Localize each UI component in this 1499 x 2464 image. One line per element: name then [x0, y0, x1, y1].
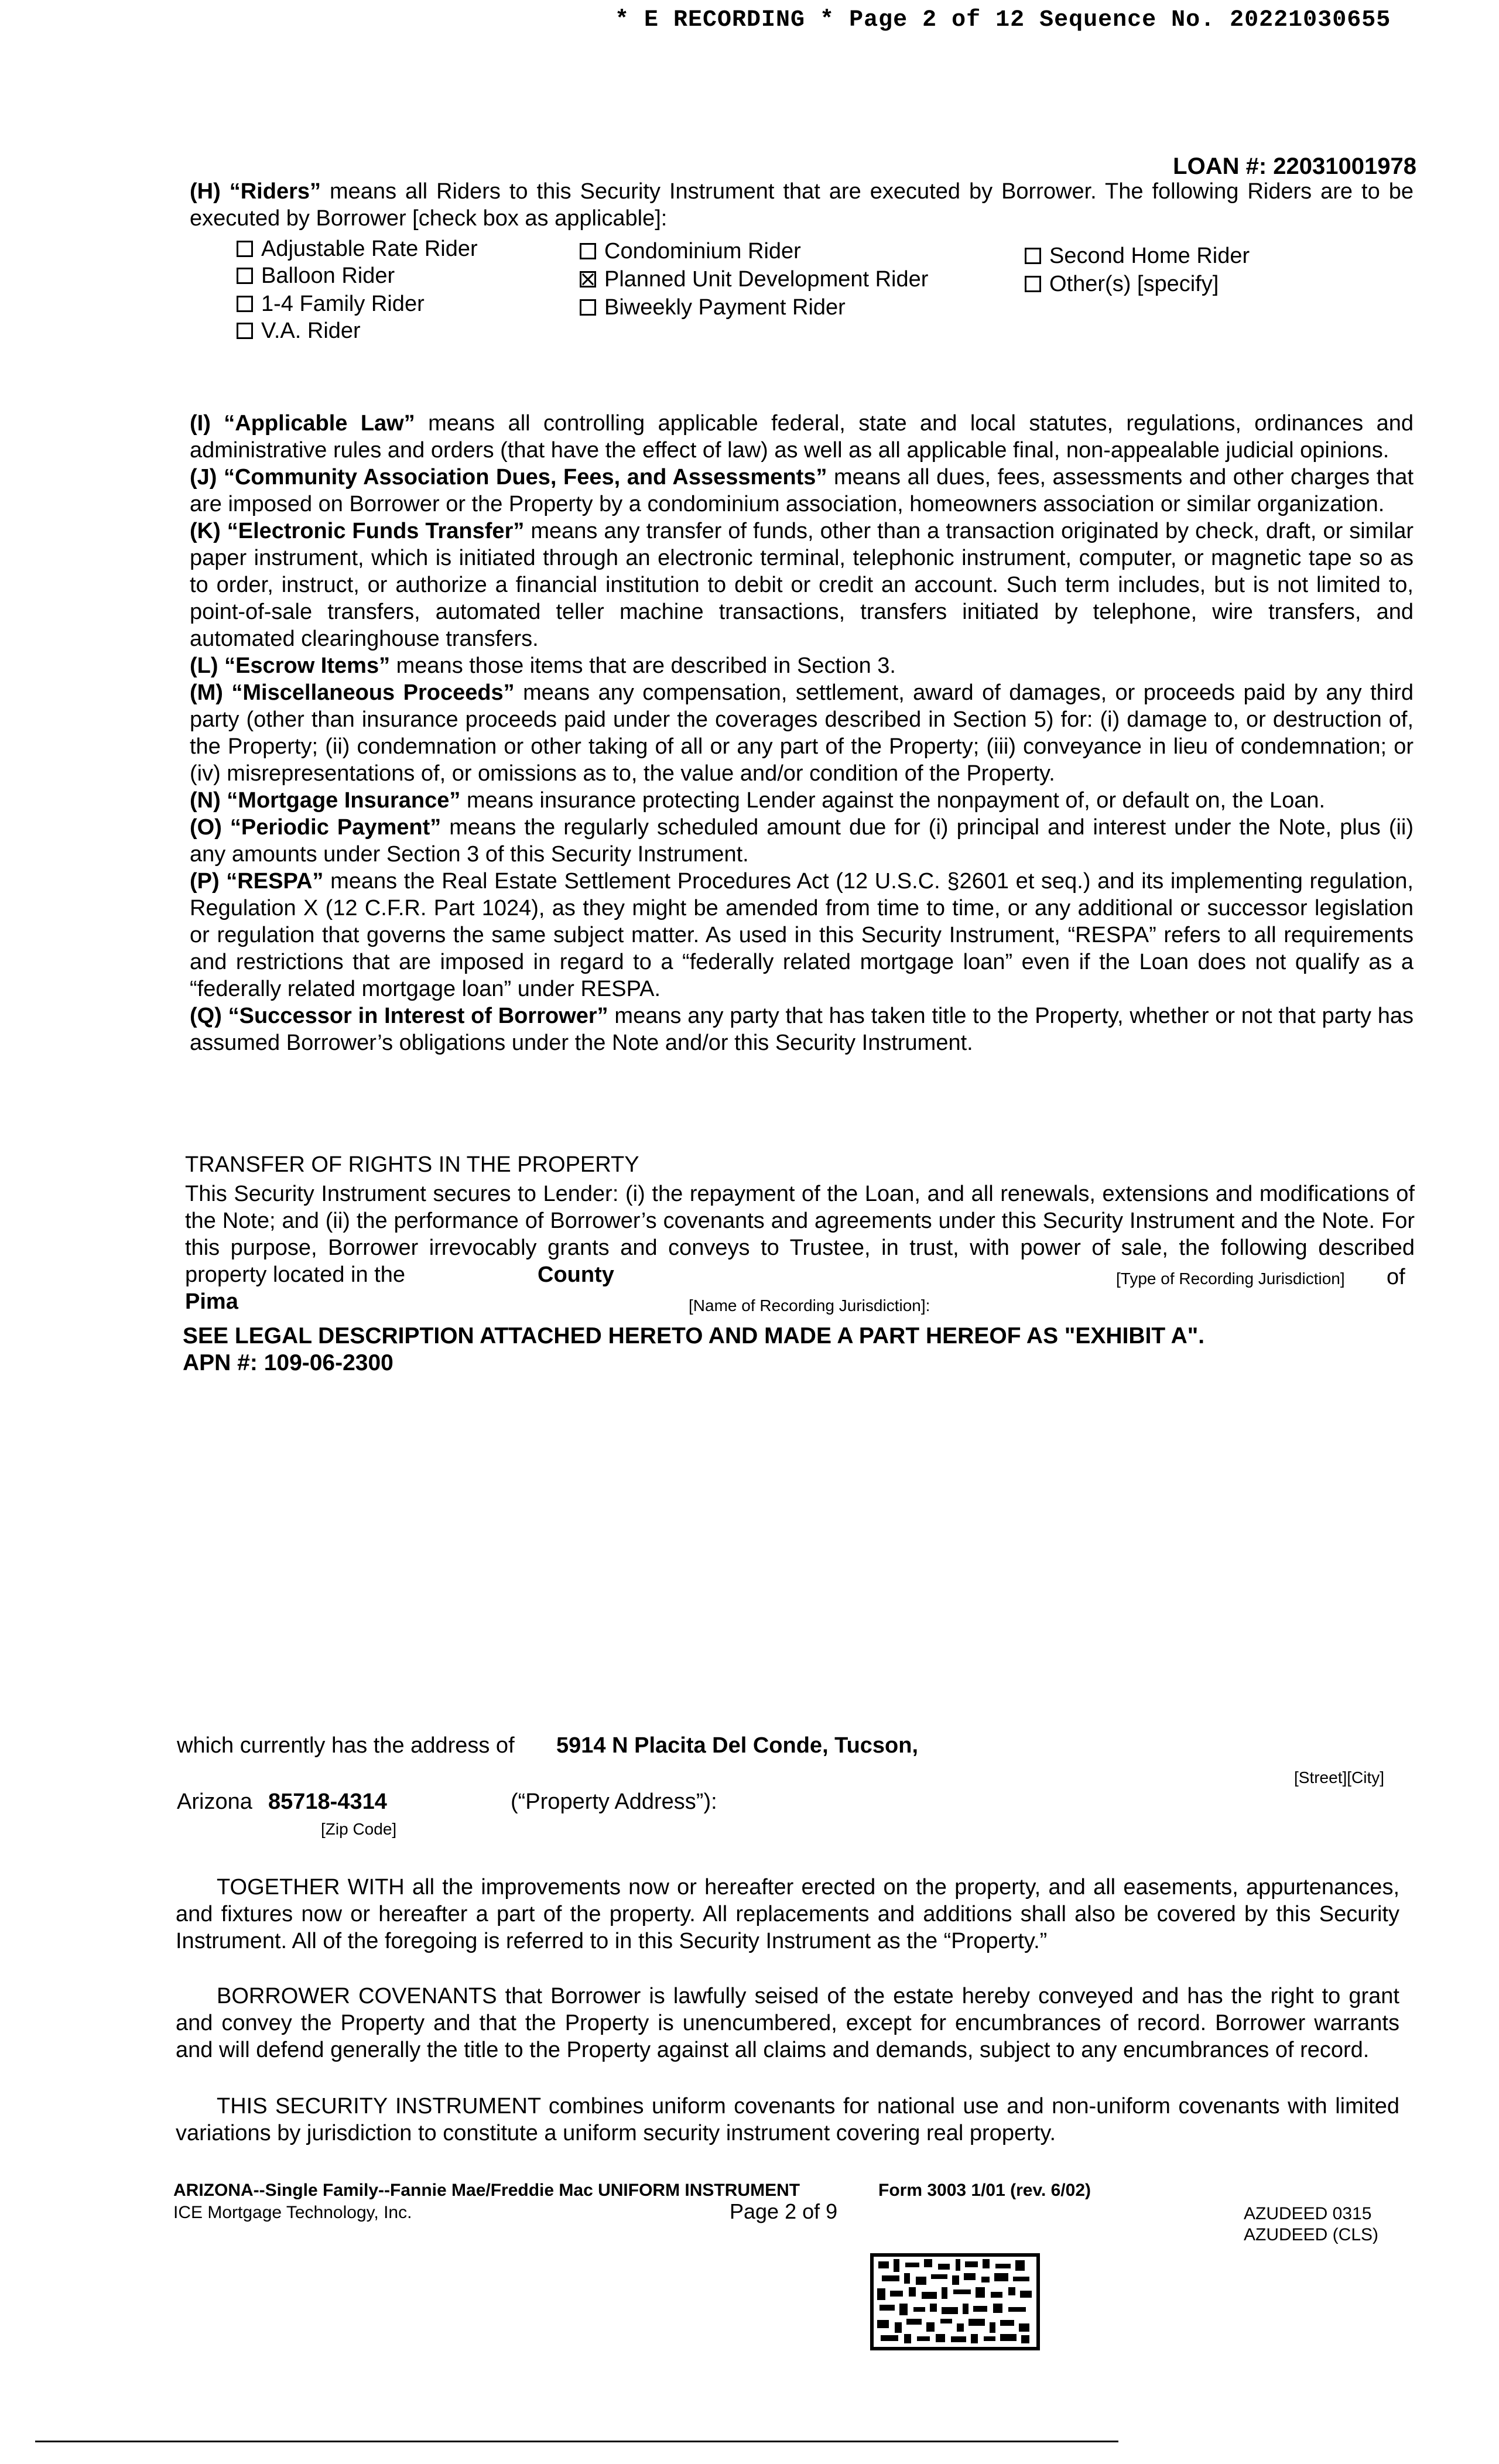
of-text: of — [1387, 1265, 1405, 1289]
rider-1-4-family[interactable]: 1-4 Family Rider — [237, 292, 425, 317]
footer-form-number: Form 3003 1/01 (rev. 6/02) — [878, 2181, 1091, 2200]
definitions-block — [190, 410, 1414, 1056]
checkbox-icon[interactable] — [1025, 276, 1041, 292]
address-zip: 85718-4314 — [268, 1789, 387, 1814]
definition-respa: (P) “RESPA” means the Real Estate Settlement Procedures Act (12 U.S.C. §2601 et seq.) and its implementing regulation, Regulation X (12 C.F.R. Part 1024), as they might be amended from time to time, or any additional or successor legislation or regulation that governs the same subject matter. As used in this Security Instrument, “RESPA” refers to all requirements and restrictions that are imposed in regard to a “federally related mortgage loan” even if the Loan does not qualify as a “federally related mortgage loan” under RESPA. — [190, 869, 1414, 1001]
definition-successor-in-interest: (Q) “Successor in Interest of Borrower” means any party that has taken title to the Property, whether or not that party has assumed Borrower’s obligations under the Note and/or this Security Instrument. — [190, 1004, 1414, 1055]
apn-number: APN #: 109-06-2300 — [183, 1350, 393, 1375]
rider-biweekly-payment[interactable]: Biweekly Payment Rider — [580, 295, 846, 320]
recording-header: * E RECORDING * Page 2 of 12 Sequence No. 20221030655 — [615, 7, 1391, 33]
checkbox-checked-icon[interactable] — [580, 271, 596, 288]
street-city: 5914 N Placita Del Conde, Tucson, — [556, 1733, 919, 1758]
riders-label: (H) “Riders” — [190, 179, 321, 204]
definition-community-association: (J) “Community Association Dues, Fees, and Assessments” means all dues, fees, assessments and other charges that are imposed on Borrower or the Property by a condominium association, homeowners association or similar organization. — [190, 465, 1414, 516]
rider-other[interactable]: Other(s) [specify] — [1025, 272, 1219, 297]
loan-number: LOAN #: 22031001978 — [1173, 153, 1416, 179]
jurisdiction-name: Pima — [185, 1289, 238, 1314]
jurisdiction-type: County — [538, 1262, 614, 1287]
footer-page-number: Page 2 of 9 — [730, 2199, 838, 2223]
address-lead: which currently has the address of — [177, 1733, 515, 1758]
legal-description: SEE LEGAL DESCRIPTION ATTACHED HERETO AND MADE A PART HEREOF AS "EXHIBIT A". — [183, 1323, 1205, 1349]
rider-adjustable-rate[interactable]: Adjustable Rate Rider — [237, 237, 478, 262]
street-city-label: [Street][City] — [1294, 1768, 1385, 1787]
together-with-paragraph: TOGETHER WITH all the improvements now or hereafter erected on the property, and all easements, appurtenances, and fixtures now or hereafter a part of the property. All replacements and additions shall also be covered by this Security Instrument. All of the foregoing is referred to in this Security Instrument as the “Property.” — [176, 1875, 1399, 1953]
borrower-covenants-paragraph: BORROWER COVENANTS that Borrower is lawfully seised of the estate hereby conveyed and has the right to grant and convey the Property and that the Property is unencumbered, except for encumbrances of record. Borrower warrants and will defend generally the title to the Property against all claims and demands, subject to any encumbrances of record. — [176, 1984, 1399, 2062]
definition-miscellaneous-proceeds: (M) “Miscellaneous Proceeds” means any compensation, settlement, award of damages, or proceeds paid by any third party (other than insurance proceeds paid under the coverages described in Section 5) for: (i) damage to, or destruction of, the Property; (ii) condemnation or other taking of all or any part of the Property; (iii) conveyance in lieu of condemnation; or (iv) misrepresentations of, or omissions as to, the value and/or condition of the Property. — [190, 680, 1414, 786]
rider-planned-unit-development[interactable]: Planned Unit Development Rider — [580, 267, 928, 292]
checkbox-icon[interactable] — [1025, 248, 1041, 264]
rider-va[interactable]: V.A. Rider — [237, 319, 361, 344]
footer-form-title: ARIZONA--Single Family--Fannie Mae/Freddie Mac UNIFORM INSTRUMENT — [173, 2181, 800, 2200]
definition-escrow-items: (L) “Escrow Items” means those items that are described in Section 3. — [190, 653, 896, 678]
checkbox-icon[interactable] — [237, 296, 253, 312]
transfer-heading: TRANSFER OF RIGHTS IN THE PROPERTY — [185, 1152, 639, 1177]
footer-company: ICE Mortgage Technology, Inc. — [173, 2203, 412, 2222]
definition-applicable-law: (I) “Applicable Law” means all controlling applicable federal, state and local statutes, regulations, ordinances and administrative rules and orders (that have the effect of law) as well as all applicable final, non-appealable judicial opinions. — [190, 411, 1414, 463]
property-address-label: (“Property Address”): — [511, 1789, 717, 1814]
rider-condominium[interactable]: Condominium Rider — [580, 239, 801, 264]
jurisdiction-name-label: [Name of Recording Jurisdiction]: — [689, 1296, 930, 1315]
checkbox-icon[interactable] — [237, 241, 253, 257]
jurisdiction-type-label: [Type of Recording Jurisdiction] — [1116, 1269, 1345, 1288]
address-state: Arizona — [177, 1789, 252, 1814]
rider-second-home[interactable]: Second Home Rider — [1025, 244, 1250, 269]
riders-text: means all Riders to this Security Instrument that are executed by Borrower. The following Riders are to be executed by Borrower [check box as applicable]: — [190, 179, 1414, 231]
checkbox-icon[interactable] — [580, 243, 596, 259]
footer-code-2: AZUDEED (CLS) — [1244, 2225, 1379, 2244]
definition-periodic-payment: (O) “Periodic Payment” means the regularly scheduled amount due for (i) principal and interest under the Note, plus (ii) any amounts under Section 3 of this Security Instrument. — [190, 815, 1414, 867]
definition-mortgage-insurance: (N) “Mortgage Insurance” means insurance protecting Lender against the nonpayment of, or default on, the Loan. — [190, 788, 1326, 813]
riders-definition — [190, 178, 1414, 232]
rider-balloon[interactable]: Balloon Rider — [237, 263, 395, 289]
checkbox-icon[interactable] — [237, 323, 253, 339]
bottom-rule — [35, 2441, 1118, 2442]
security-instrument-paragraph: THIS SECURITY INSTRUMENT combines uniform covenants for national use and non-uniform covenants with limited variations by jurisdiction to constitute a uniform security instrument covering real property. — [176, 2094, 1399, 2145]
definition-electronic-funds-transfer: (K) “Electronic Funds Transfer” means any transfer of funds, other than a transaction originated by check, draft, or similar paper instrument, which is initiated through an electronic terminal, telephonic instrument, computer, or magnetic tape so as to order, instruct, or authorize a financial institution to debit or credit an account. Such term includes, but is not limited to, point-of-sale transfers, automated teller machine transactions, transfers initiated by telephone, wire transfers, and automated clearinghouse transfers. — [190, 519, 1414, 651]
checkbox-icon[interactable] — [237, 268, 253, 284]
footer-code-1: AZUDEED 0315 — [1244, 2204, 1372, 2223]
barcode-icon — [870, 2253, 1040, 2350]
transfer-text: This Security Instrument secures to Lender: (i) the repayment of the Loan, and all renewals, extensions and modifications of the Note; and (ii) the performance of Borrower’s covenants and agreements under this Security Instrument and the Note. For this purpose, Borrower irrevocably grants and conveys to Trustee, in trust, with power of sale, the following described property located in the — [185, 1182, 1415, 1287]
zip-label: [Zip Code] — [321, 1820, 397, 1838]
checkbox-icon[interactable] — [580, 299, 596, 316]
